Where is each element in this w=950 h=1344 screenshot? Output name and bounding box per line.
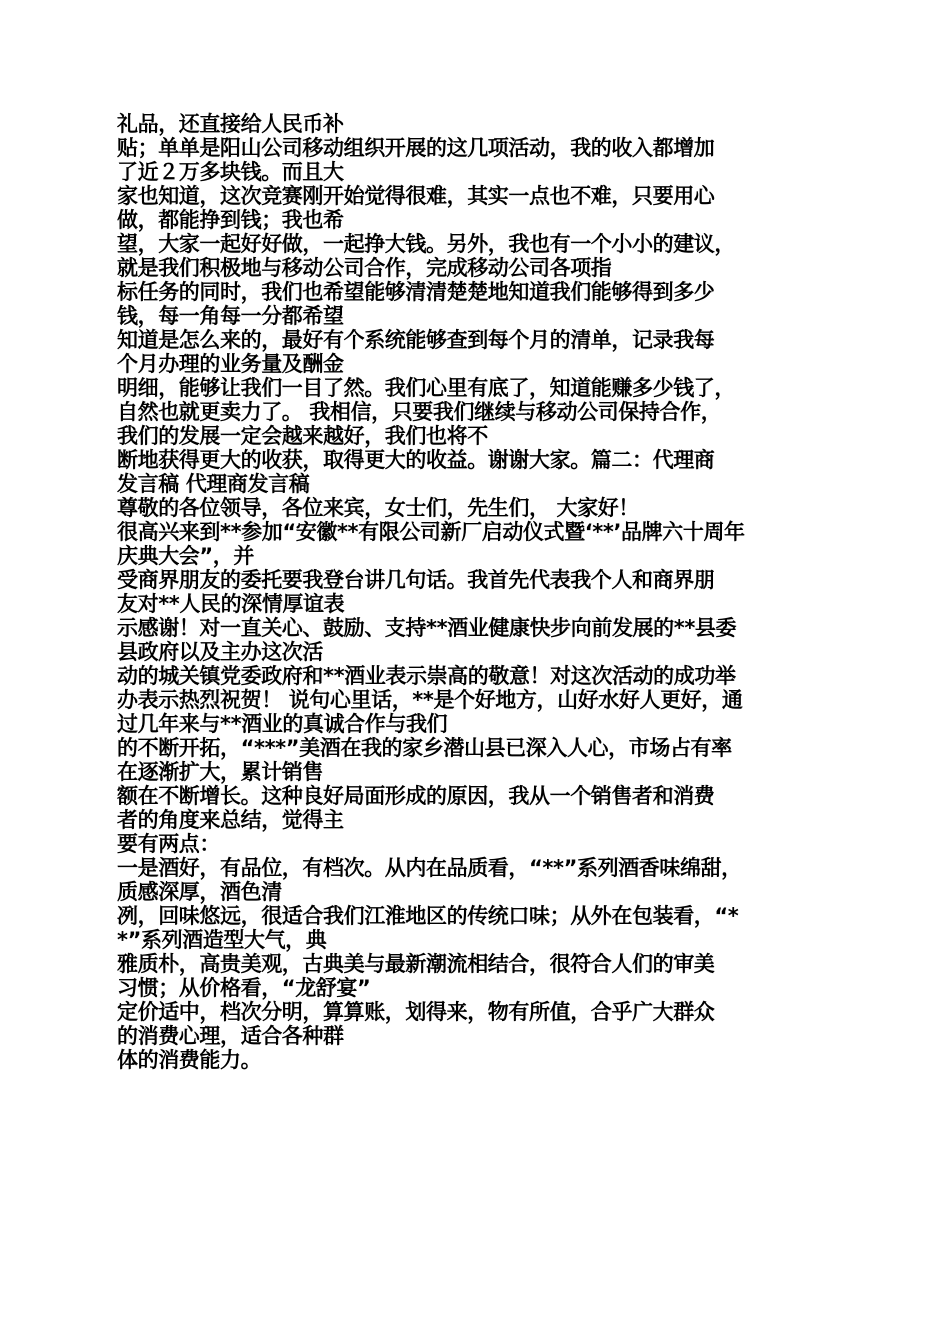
- text-line: 雅质朴，高贵美观，古典美与最新潮流相结合，很符合人们的审美: [117, 952, 715, 976]
- text-line: 个月办理的业务量及酬金: [117, 352, 344, 376]
- text-line: 钱，每一角每一分都希望: [117, 304, 344, 328]
- text-line: 要有两点：: [117, 832, 220, 856]
- text-line: 尊敬的各位领导，各位来宾，女士们，先生们， 大家好！: [117, 496, 639, 520]
- text-line: 的消费心理，适合各种群: [117, 1024, 344, 1048]
- text-line: 很高兴来到**参加“安徽**有限公司新厂启动仪式暨‘**’品牌六十周年: [117, 520, 745, 544]
- text-line: 望，大家一起好好做，一起挣大钱。另外，我也有一个小小的建议，: [117, 232, 735, 256]
- text-line: 就是我们积极地与移动公司合作，完成移动公司各项指: [117, 256, 612, 280]
- text-line: 示感谢！对一直关心、鼓励、支持**酒业健康快步向前发展的**县委: [117, 616, 737, 640]
- text-line: *”系列酒造型大气，典: [117, 928, 327, 952]
- text-line: 动的城关镇党委政府和**酒业表示崇高的敬意！对这次活动的成功举: [117, 664, 736, 688]
- text-line: 知道是怎么来的，最好有个系统能够查到每个月的清单，记录我每: [117, 328, 715, 352]
- text-line: 的不断开拓，“***”美酒在我的家乡潜山县已深入人心，市场占有率: [117, 736, 732, 760]
- text-line: 友对**人民的深情厚谊表: [117, 592, 345, 616]
- text-line: 者的角度来总结，觉得主: [117, 808, 344, 832]
- text-line: 贴；单单是阳山公司移动组织开展的这几项活动，我的收入都增加: [117, 136, 715, 160]
- text-line: 办表示热烈祝贺！ 说句心里话，**是个好地方，山好水好人更好，通: [117, 688, 743, 712]
- text-line: 一是酒好，有品位，有档次。从内在品质看，“**”系列酒香味绵甜，: [117, 856, 742, 880]
- text-line: 冽，回味悠远，很适合我们江淮地区的传统口味；从外在包装看，“*: [117, 904, 739, 928]
- text-line: 做，都能挣到钱；我也希: [117, 208, 344, 232]
- text-line: 在逐渐扩大，累计销售: [117, 760, 323, 784]
- text-line: 庆典大会”，并: [117, 544, 255, 568]
- text-line: 体的消费能力。: [117, 1048, 262, 1072]
- text-line: 发言稿 代理商发言稿: [117, 472, 310, 496]
- text-line: 自然也就更卖力了。 我相信，只要我们继续与移动公司保持合作，: [117, 400, 722, 424]
- text-line: 受商界朋友的委托要我登台讲几句话。我首先代表我个人和商界朋: [117, 568, 715, 592]
- text-line: 县政府以及主办这次活: [117, 640, 323, 664]
- text-line: 过几年来与**酒业的真诚合作与我们: [117, 712, 448, 736]
- text-line: 我们的发展一定会越来越好，我们也将不: [117, 424, 488, 448]
- text-line: 质感深厚，酒色清: [117, 880, 282, 904]
- text-line: 了近２万多块钱。而且大: [117, 160, 344, 184]
- text-line: 礼品，还直接给人民币补: [117, 112, 344, 136]
- text-line: 家也知道，这次竞赛刚开始觉得很难，其实一点也不难，只要用心: [117, 184, 715, 208]
- text-line: 明细，能够让我们一目了然。我们心里有底了，知道能赚多少钱了，: [117, 376, 735, 400]
- text-line: 习惯；从价格看，“龙舒宴”: [117, 976, 371, 1000]
- text-line: 定价适中，档次分明，算算账，划得来，物有所值，合乎广大群众: [117, 1000, 715, 1024]
- text-line: 额在不断增长。这种良好局面形成的原因，我从一个销售者和消费: [117, 784, 715, 808]
- text-line: 标任务的同时，我们也希望能够清清楚楚地知道我们能够得到多少: [117, 280, 715, 304]
- text-line: 断地获得更大的收获，取得更大的收益。谢谢大家。篇二：代理商: [117, 448, 715, 472]
- document-body: [117, 112, 841, 1072]
